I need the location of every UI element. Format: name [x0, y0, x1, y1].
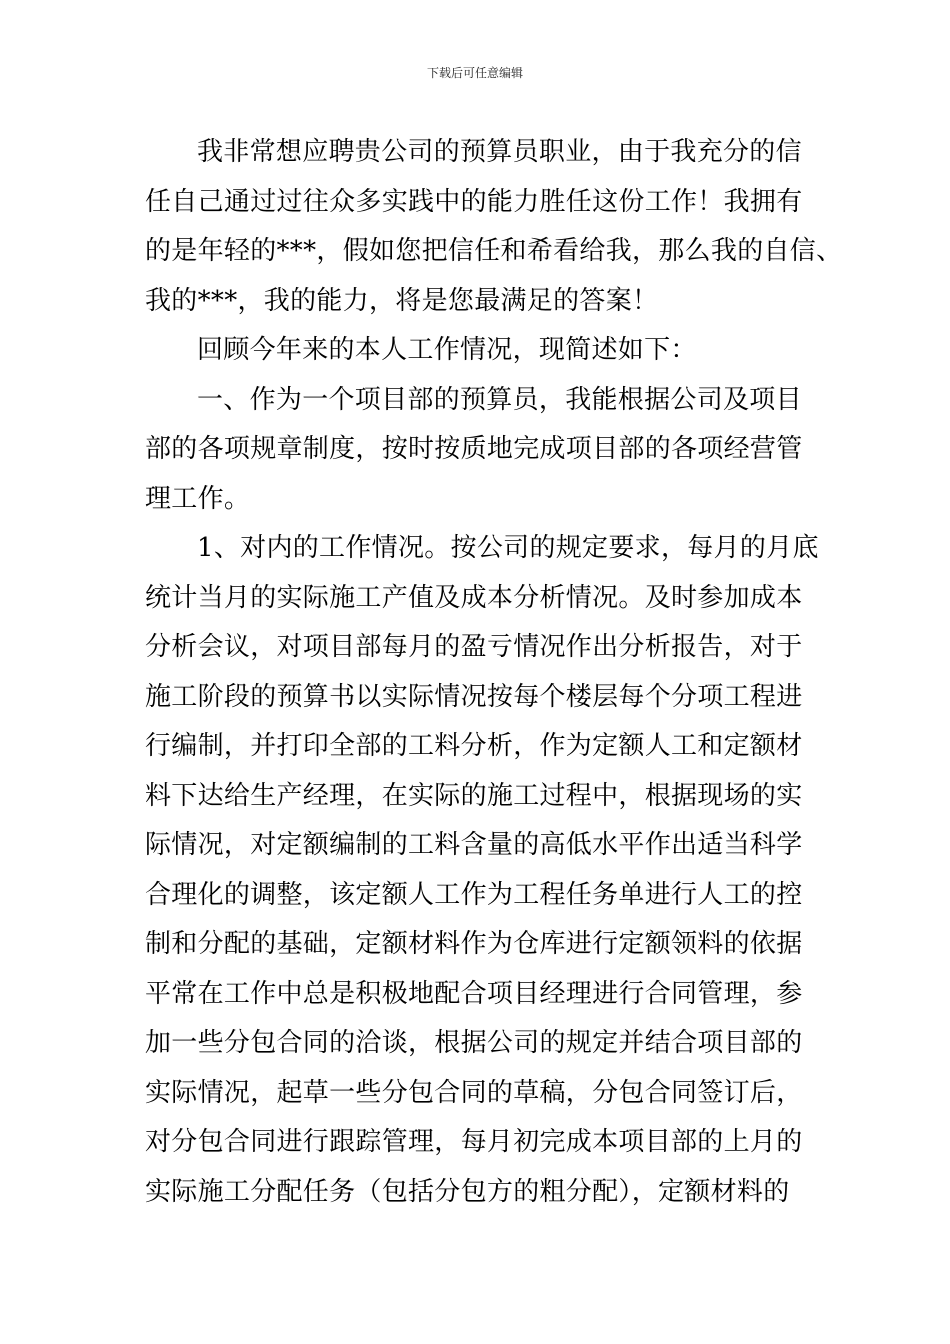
text-line: 理工作。	[145, 483, 251, 514]
text-line: 1、对内的工作情况。按公司的规定要求，每月的月底	[197, 533, 819, 563]
text-line: 部的各项规章制度，按时按质地完成项目部的各项经营管	[145, 434, 803, 464]
text-line: 施工阶段的预算书以实际情况按每个楼层每个分项工程进	[145, 681, 803, 712]
text-line: 我的***，我的能力，将是您最满足的答案！	[145, 285, 659, 316]
text-line: 制和分配的基础，定额材料作为仓库进行定额领料的依据	[145, 929, 803, 959]
text-line: 一、作为一个项目部的预算员，我能根据公司及项目	[197, 384, 802, 415]
text-line: 分析会议，对项目部每月的盈亏情况作出分析报告，对于	[145, 632, 803, 662]
text-line: 任自己通过过往众多实践中的能力胜任这份工作！我拥有	[145, 186, 803, 217]
text-line: 我非常想应聘贵公司的预算员职业，由于我充分的信	[197, 137, 802, 167]
text-line: 际情况，对定额编制的工料含量的高低水平作出适当科学	[145, 830, 803, 860]
text-line: 平常在工作中总是积极地配合项目经理进行合同管理，参	[145, 978, 803, 1009]
text-line: 料下达给生产经理，在实际的施工过程中，根据现场的实	[145, 780, 803, 811]
text-line: 加一些分包合同的洽谈，根据公司的规定并结合项目部的	[145, 1028, 803, 1058]
text-line: 合理化的调整，该定额人工作为工程任务单进行人工的控	[145, 879, 803, 910]
text-line: 行编制，并打印全部的工料分析，作为定额人工和定额材	[145, 731, 803, 761]
header-note: 下载后可任意编辑	[426, 66, 523, 80]
text-line: 回顾今年来的本人工作情况，现简述如下：	[197, 335, 697, 365]
text-line: 实际情况，起草一些分包合同的草稿，分包合同签订后，	[145, 1077, 803, 1108]
text-line: 对分包合同进行跟踪管理，每月初完成本项目部的上月的	[145, 1127, 803, 1157]
text-line: 实际施工分配任务（包括分包方的粗分配），定额材料的	[145, 1176, 790, 1207]
text-line: 的是年轻的***，假如您把信任和希看给我，那么我的自信、	[145, 236, 843, 266]
body-text	[145, 128, 843, 1217]
text-line: 统计当月的实际施工产值及成本分析情况。及时参加成本	[145, 582, 803, 613]
